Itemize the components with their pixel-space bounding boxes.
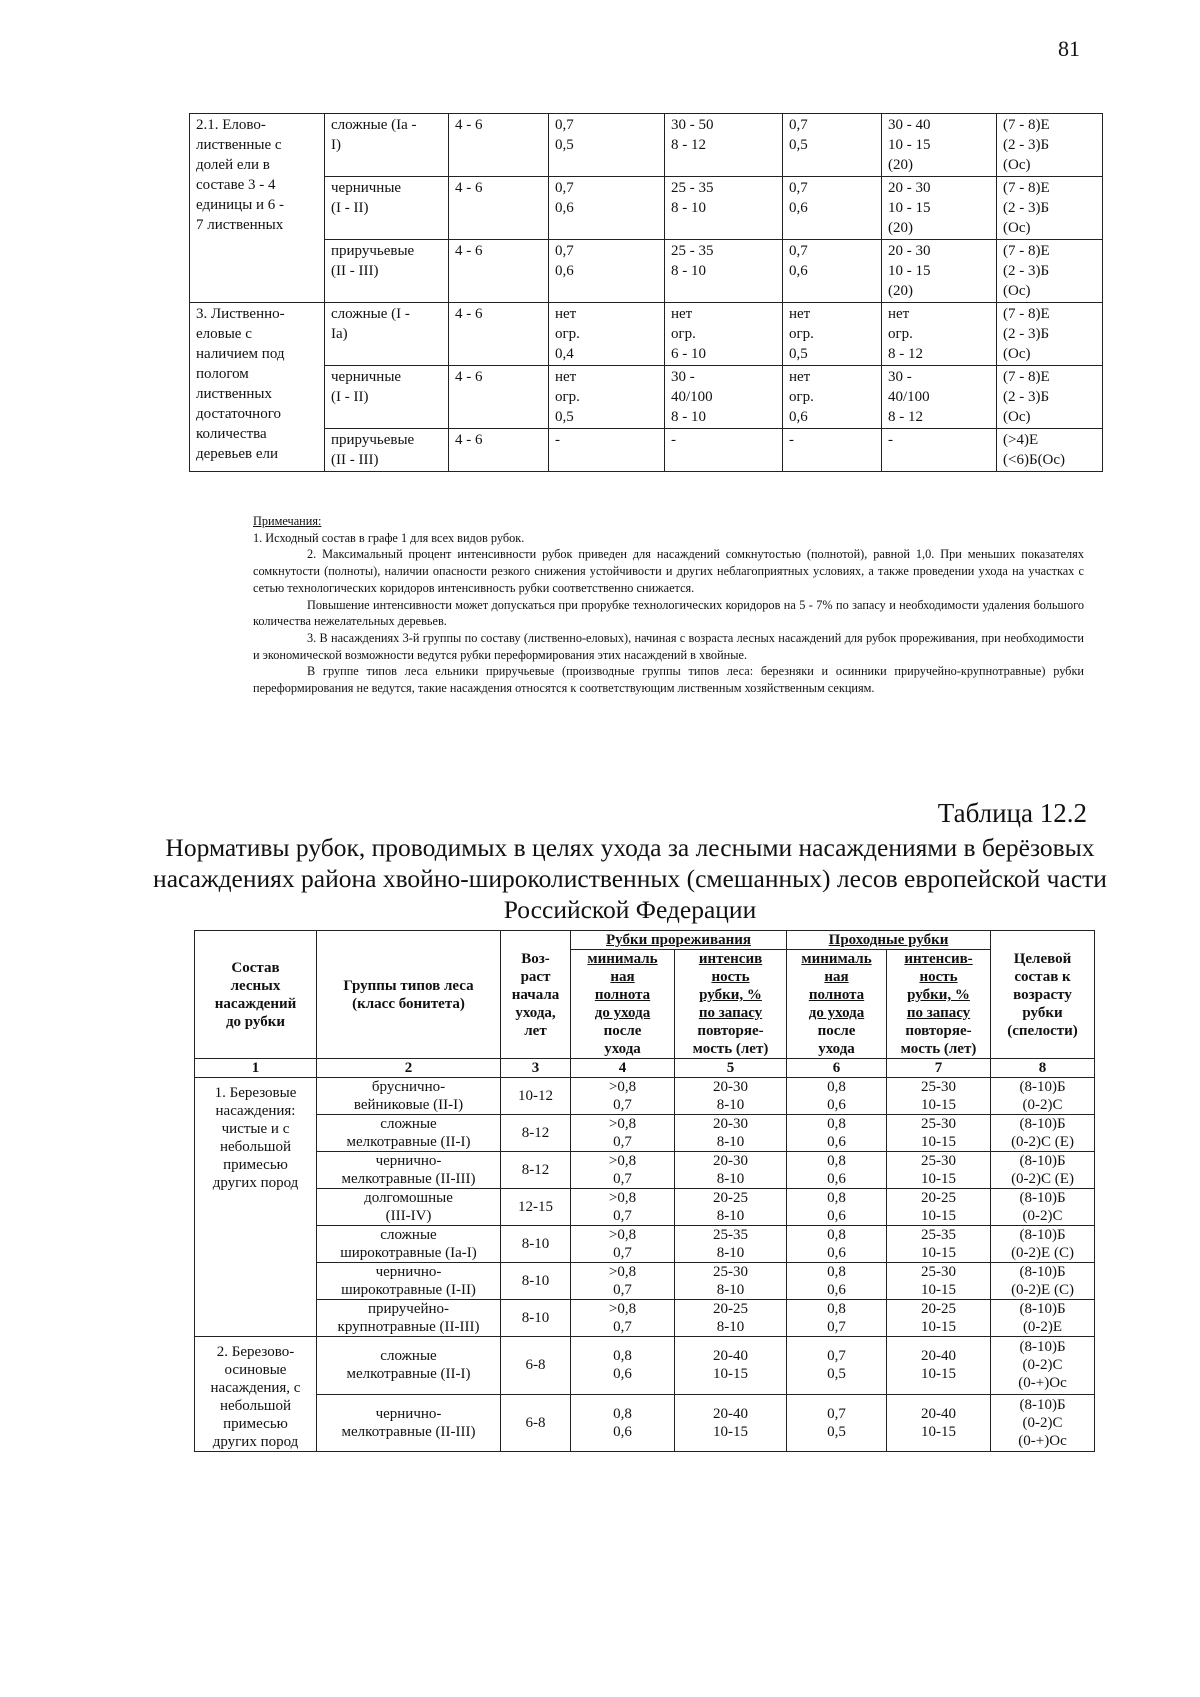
table-cell: 0,7 0,5: [787, 1337, 887, 1395]
notes-block: [253, 513, 1084, 697]
table-cell: 20-25 10-15: [887, 1300, 991, 1337]
table-cell: (8-10)Б (0-2)С (0-+)Ос: [991, 1337, 1095, 1395]
table-row: [190, 366, 1103, 429]
header-repeatability-2: повторяе- мость (лет): [887, 1022, 991, 1059]
table-cell: 8-12: [501, 1152, 571, 1189]
table-cell: 6-8: [501, 1394, 571, 1452]
table-cell: 0,7 0,5: [787, 1394, 887, 1452]
table-cell: 20 - 30 10 - 15 (20): [882, 177, 997, 240]
group-label: 2. Березово- осиновые насаждения, с небольшой примесью других пород: [195, 1337, 317, 1452]
table-cell: 4 - 6: [449, 240, 549, 303]
note-paragraph: 1. Исходный состав в графе 1 для всех видов рубок.: [253, 530, 525, 545]
table-cell: (8-10)Б (0-2)С (Е): [991, 1152, 1095, 1189]
table-cell: 25-30 8-10: [675, 1263, 787, 1300]
table-cell: (7 - 8)Е (2 - 3)Б (Ос): [997, 303, 1103, 366]
table-cell: 0,8 0,6: [787, 1115, 887, 1152]
table-cell: 0,8 0,6: [787, 1263, 887, 1300]
table-cell: 12-15: [501, 1189, 571, 1226]
table-row: [195, 1115, 1095, 1152]
table-cell: 8-10: [501, 1263, 571, 1300]
header-after-care: после ухода: [571, 1022, 675, 1059]
table-cell: 8-10: [501, 1300, 571, 1337]
table-cell: чернично- широкотравные (I-II): [317, 1263, 501, 1300]
column-number: 7: [887, 1059, 991, 1078]
table-cell: (8-10)Б (0-2)С (Е): [991, 1115, 1095, 1152]
table-cell: приручьевые (II - III): [325, 429, 449, 472]
table-cell: (8-10)Б (0-2)С: [991, 1189, 1095, 1226]
table-cell: (7 - 8)Е (2 - 3)Б (Ос): [997, 366, 1103, 429]
table-cell: 0,8 0,6: [787, 1226, 887, 1263]
table-cell: 0,8 0,6: [787, 1078, 887, 1115]
notes-heading: Примечания:: [253, 514, 322, 528]
table-cell: 25 - 35 8 - 10: [665, 177, 783, 240]
header-age: Воз- раст начала ухода, лет: [501, 931, 571, 1059]
note-paragraph: Повышение интенсивности может допускаться при прорубке технологических коридоров на 5 - 7% по запасу и необходимости удаления большого количества нежелательных деревьев.: [253, 597, 1084, 629]
table-cell: бруснично- вейниковые (II-I): [317, 1078, 501, 1115]
table-cell: 20-30 8-10: [675, 1078, 787, 1115]
table-cell: (7 - 8)Е (2 - 3)Б (Ос): [997, 240, 1103, 303]
table-number-label: Таблица 12.2: [937, 798, 1087, 828]
table-cell: >0,8 0,7: [571, 1189, 675, 1226]
table-cell: >0,8 0,7: [571, 1300, 675, 1337]
table-row: [195, 1152, 1095, 1189]
table-cell: нет огр. 6 - 10: [665, 303, 783, 366]
header-after-care-2: после ухода: [787, 1022, 887, 1059]
table-cell: 25-30 10-15: [887, 1263, 991, 1300]
header-target-composition: Целевой состав к возрасту рубки (спелости): [991, 931, 1095, 1059]
table-row: [195, 1337, 1095, 1395]
table-cell: 20-40 10-15: [887, 1337, 991, 1395]
table-row: [190, 429, 1103, 472]
table-cell: (7 - 8)Е (2 - 3)Б (Ос): [997, 177, 1103, 240]
table-cell: сложные мелкотравные (II-I): [317, 1115, 501, 1152]
column-number: 8: [991, 1059, 1095, 1078]
header-forest-types: Группы типов леса (класс бонитета): [317, 931, 501, 1059]
table-cell: чернично- мелкотравные (II-III): [317, 1394, 501, 1452]
header-intensity: интенсив ность рубки, % по запасу: [675, 950, 787, 1023]
table-11-continuation: [189, 113, 1103, 472]
header-repeatability: повторяе- мость (лет): [675, 1022, 787, 1059]
page-number: 81: [1058, 36, 1080, 61]
table-cell: >0,8 0,7: [571, 1263, 675, 1300]
table-cell: 0,7 0,5: [549, 114, 665, 177]
table-cell: 10-12: [501, 1078, 571, 1115]
group-label: 1. Березовые насаждения: чистые и с небольшой примесью других пород: [195, 1078, 317, 1337]
table-cell: 0,7 0,6: [783, 177, 882, 240]
table-cell: приручьевые (II - III): [325, 240, 449, 303]
table-cell: 30 - 40 10 - 15 (20): [882, 114, 997, 177]
table-cell: 20-40 10-15: [675, 1337, 787, 1395]
table-cell: приручейно- крупнотравные (II-III): [317, 1300, 501, 1337]
column-number: 1: [195, 1059, 317, 1078]
table-cell: -: [665, 429, 783, 472]
table-cell: 0,7 0,6: [549, 240, 665, 303]
header-composition: Состав лесных насаждений до рубки: [195, 931, 317, 1059]
table-cell: 8-10: [501, 1226, 571, 1263]
table-cell: 30 - 40/100 8 - 12: [882, 366, 997, 429]
table-cell: нет огр. 0,5: [783, 303, 882, 366]
table-cell: 25-30 10-15: [887, 1152, 991, 1189]
table-cell: 30 - 50 8 - 12: [665, 114, 783, 177]
table-cell: 20 - 30 10 - 15 (20): [882, 240, 997, 303]
table-cell: сложные мелкотравные (II-I): [317, 1337, 501, 1395]
header-thinning: Рубки прореживания: [571, 931, 787, 950]
table-cell: 20-25 8-10: [675, 1300, 787, 1337]
table-cell: нет огр. 8 - 12: [882, 303, 997, 366]
table-cell: 20-30 8-10: [675, 1152, 787, 1189]
table-cell: 0,8 0,7: [787, 1300, 887, 1337]
table-row: [190, 303, 1103, 366]
table-cell: 0,8 0,6: [571, 1394, 675, 1452]
table-cell: нет огр. 0,5: [549, 366, 665, 429]
table-cell: 25-35 8-10: [675, 1226, 787, 1263]
note-paragraph: 2. Максимальный процент интенсивности рубок приведен для насаждений сомкнутостью (полнотой), равной 1,0. При меньших показателях сомкнутости (полноты), наличии опасности резкого снижения устойчивости и других неблагоприятных условиях, а также проведении ухода на участках с сетью технологических коридоров интенсивность рубки соответственно снижается.: [253, 547, 1084, 595]
table-cell: 8-12: [501, 1115, 571, 1152]
note-paragraph: В группе типов леса ельники приручьевые (производные группы типов леса: березняки и осинники приручейно-крупнотравные) рубки переформирования не ведутся, такие насаждения относятся к соответствующим лиственным хозяйственным секциям.: [253, 664, 1084, 696]
table-cell: 4 - 6: [449, 303, 549, 366]
table-cell: >0,8 0,7: [571, 1115, 675, 1152]
table-12-2: [194, 930, 1095, 1452]
table-cell: 0,7 0,6: [549, 177, 665, 240]
table-cell: 4 - 6: [449, 429, 549, 472]
table-cell: 0,7 0,5: [783, 114, 882, 177]
table-row: [195, 1263, 1095, 1300]
table-cell: нет огр. 0,4: [549, 303, 665, 366]
column-number: 4: [571, 1059, 675, 1078]
table-row: [195, 1078, 1095, 1115]
table-cell: 0,7 0,6: [783, 240, 882, 303]
column-number: 3: [501, 1059, 571, 1078]
group-label: 2.1. Елово- лиственные с долей ели в составе 3 - 4 единицы и 6 - 7 лиственных: [190, 114, 325, 303]
note-paragraph: 3. В насаждениях 3-й группы по составу (лиственно-еловых), начиная с возраста лесных насаждений для рубок прореживания, при необходимости и экономической возможности ведутся рубки переформирования этих насаждений в хвойные.: [253, 630, 1084, 662]
table-cell: 25-35 10-15: [887, 1226, 991, 1263]
table-cell: >0,8 0,7: [571, 1152, 675, 1189]
column-number: 2: [317, 1059, 501, 1078]
table-title: Нормативы рубок, проводимых в целях ухода за лесными насаждениями в берёзовых насаждениях района хвойно-широколиственных (смешанных) лесов европейской части Российской Федерации: [153, 833, 1107, 924]
header-intensity-2: интенсив- ность рубки, % по запасу: [887, 950, 991, 1023]
table-cell: долгомошные (III-IV): [317, 1189, 501, 1226]
column-number: 6: [787, 1059, 887, 1078]
table-cell: 4 - 6: [449, 366, 549, 429]
table-cell: нет огр. 0,6: [783, 366, 882, 429]
table-cell: 25-30 10-15: [887, 1115, 991, 1152]
table-cell: -: [549, 429, 665, 472]
group-label: 3. Лиственно- еловые с наличием под пологом лиственных достаточного количества деревьев ели: [190, 303, 325, 472]
table-cell: (8-10)Б (0-2)С: [991, 1078, 1095, 1115]
table-cell: 0,8 0,6: [787, 1189, 887, 1226]
table-cell: (>4)Е (<6)Б(Ос): [997, 429, 1103, 472]
table-cell: (7 - 8)Е (2 - 3)Б (Ос): [997, 114, 1103, 177]
header-min-density-2: минималь ная полнота до ухода: [787, 950, 887, 1023]
table-cell: 25-30 10-15: [887, 1078, 991, 1115]
table-cell: сложные (I - Iа): [325, 303, 449, 366]
table-row: [190, 114, 1103, 177]
table-row: [190, 240, 1103, 303]
table-cell: 20-40 10-15: [887, 1394, 991, 1452]
table-cell: -: [783, 429, 882, 472]
table-cell: -: [882, 429, 997, 472]
table-row: [195, 1394, 1095, 1452]
header-min-density: минималь ная полнота до ухода: [571, 950, 675, 1023]
table-cell: >0,8 0,7: [571, 1078, 675, 1115]
table-cell: черничные (I - II): [325, 177, 449, 240]
table-row: [195, 1189, 1095, 1226]
table-cell: 20-30 8-10: [675, 1115, 787, 1152]
table-cell: 25 - 35 8 - 10: [665, 240, 783, 303]
table-cell: 30 - 40/100 8 - 10: [665, 366, 783, 429]
table-cell: 0,8 0,6: [571, 1337, 675, 1395]
table-cell: >0,8 0,7: [571, 1226, 675, 1263]
table-cell: 4 - 6: [449, 114, 549, 177]
table-cell: сложные (Iа - I): [325, 114, 449, 177]
table-cell: чернично- мелкотравные (II-III): [317, 1152, 501, 1189]
table-cell: 4 - 6: [449, 177, 549, 240]
table-cell: (8-10)Б (0-2)Е (С): [991, 1226, 1095, 1263]
table-cell: сложные широкотравные (Iа-I): [317, 1226, 501, 1263]
table-row: [190, 177, 1103, 240]
table-row: [195, 1300, 1095, 1337]
table-cell: черничные (I - II): [325, 366, 449, 429]
table-row: [195, 1226, 1095, 1263]
table-cell: 20-40 10-15: [675, 1394, 787, 1452]
column-number: 5: [675, 1059, 787, 1078]
table-cell: (8-10)Б (0-2)Е (С): [991, 1263, 1095, 1300]
table-cell: 0,8 0,6: [787, 1152, 887, 1189]
table-cell: 20-25 10-15: [887, 1189, 991, 1226]
header-passing: Проходные рубки: [787, 931, 991, 950]
table-cell: (8-10)Б (0-2)Е: [991, 1300, 1095, 1337]
table-cell: 20-25 8-10: [675, 1189, 787, 1226]
table-cell: 6-8: [501, 1337, 571, 1395]
table-cell: (8-10)Б (0-2)С (0-+)Ос: [991, 1394, 1095, 1452]
